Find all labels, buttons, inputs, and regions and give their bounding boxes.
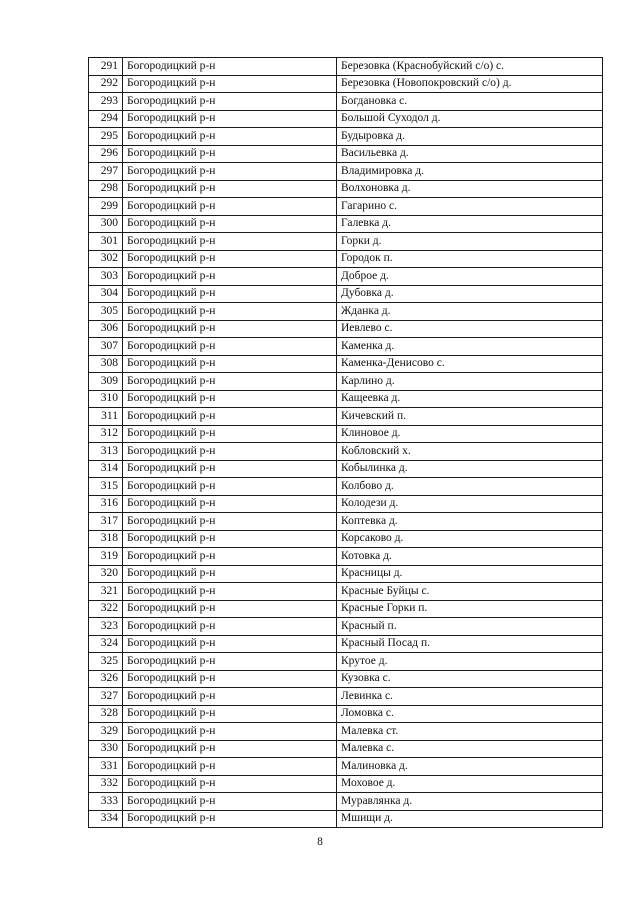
row-number-cell: 324 [89,635,123,653]
row-number-cell: 294 [89,110,123,128]
row-number-cell: 296 [89,145,123,163]
row-number-cell: 329 [89,723,123,741]
row-number-cell: 315 [89,478,123,496]
row-number-cell: 298 [89,180,123,198]
district-cell: Богородицкий р-н [123,303,337,321]
table-row [89,635,603,653]
settlement-cell: Карлино д. [337,373,603,391]
settlement-cell: Кобловский х. [337,443,603,461]
table-row [89,670,603,688]
settlement-cell: Клиновое д. [337,425,603,443]
district-cell: Богородицкий р-н [123,145,337,163]
row-number-cell: 302 [89,250,123,268]
district-cell: Богородицкий р-н [123,355,337,373]
table-row [89,758,603,776]
district-cell: Богородицкий р-н [123,285,337,303]
district-cell: Богородицкий р-н [123,548,337,566]
row-number-cell: 305 [89,303,123,321]
settlement-cell: Ломовка с. [337,705,603,723]
table-row [89,373,603,391]
row-number-cell: 332 [89,775,123,793]
settlements-table [88,57,603,828]
row-number-cell: 322 [89,600,123,618]
row-number-cell: 308 [89,355,123,373]
settlement-cell: Доброе д. [337,268,603,286]
row-number-cell: 313 [89,443,123,461]
table-row [89,58,603,76]
row-number-cell: 321 [89,583,123,601]
row-number-cell: 327 [89,688,123,706]
table-row [89,408,603,426]
district-cell: Богородицкий р-н [123,128,337,146]
district-cell: Богородицкий р-н [123,495,337,513]
row-number-cell: 310 [89,390,123,408]
row-number-cell: 312 [89,425,123,443]
table-row [89,285,603,303]
table-row [89,600,603,618]
row-number-cell: 323 [89,618,123,636]
table-row [89,653,603,671]
settlement-cell: Котовка д. [337,548,603,566]
table-body [89,58,603,828]
district-cell: Богородицкий р-н [123,723,337,741]
district-cell: Богородицкий р-н [123,600,337,618]
table-row [89,460,603,478]
table-row [89,180,603,198]
row-number-cell: 297 [89,163,123,181]
district-cell: Богородицкий р-н [123,565,337,583]
table-row [89,425,603,443]
settlement-cell: Каменка-Денисово с. [337,355,603,373]
district-cell: Богородицкий р-н [123,688,337,706]
row-number-cell: 330 [89,740,123,758]
settlement-cell: Иевлево с. [337,320,603,338]
district-cell: Богородицкий р-н [123,250,337,268]
table-row [89,93,603,111]
district-cell: Богородицкий р-н [123,93,337,111]
row-number-cell: 293 [89,93,123,111]
row-number-cell: 317 [89,513,123,531]
district-cell: Богородицкий р-н [123,705,337,723]
settlement-cell: Кузовка с. [337,670,603,688]
table-row [89,775,603,793]
settlement-cell: Мшищи д. [337,810,603,828]
district-cell: Богородицкий р-н [123,443,337,461]
table-row [89,233,603,251]
table-row [89,145,603,163]
row-number-cell: 333 [89,793,123,811]
settlement-cell: Владимировка д. [337,163,603,181]
table-row [89,495,603,513]
district-cell: Богородицкий р-н [123,478,337,496]
table-row [89,163,603,181]
table-row [89,530,603,548]
row-number-cell: 316 [89,495,123,513]
district-cell: Богородицкий р-н [123,58,337,76]
table-row [89,128,603,146]
district-cell: Богородицкий р-н [123,373,337,391]
settlement-cell: Красные Горки п. [337,600,603,618]
table-row [89,215,603,233]
district-cell: Богородицкий р-н [123,338,337,356]
table-row [89,250,603,268]
district-cell: Богородицкий р-н [123,758,337,776]
settlement-cell: Колодези д. [337,495,603,513]
row-number-cell: 300 [89,215,123,233]
district-cell: Богородицкий р-н [123,670,337,688]
table-row [89,110,603,128]
settlement-cell: Корсаково д. [337,530,603,548]
district-cell: Богородицкий р-н [123,793,337,811]
row-number-cell: 304 [89,285,123,303]
table-row [89,793,603,811]
settlement-cell: Красные Буйцы с. [337,583,603,601]
settlement-cell: Красницы д. [337,565,603,583]
table-row [89,740,603,758]
settlement-cell: Березовка (Краснобуйский с/о) с. [337,58,603,76]
table-row [89,268,603,286]
table-row [89,548,603,566]
table-row [89,705,603,723]
settlement-cell: Красный п. [337,618,603,636]
table-row [89,443,603,461]
settlement-cell: Кичевский п. [337,408,603,426]
row-number-cell: 334 [89,810,123,828]
district-cell: Богородицкий р-н [123,408,337,426]
district-cell: Богородицкий р-н [123,320,337,338]
district-cell: Богородицкий р-н [123,180,337,198]
district-cell: Богородицкий р-н [123,268,337,286]
district-cell: Богородицкий р-н [123,583,337,601]
table-row [89,723,603,741]
district-cell: Богородицкий р-н [123,163,337,181]
row-number-cell: 319 [89,548,123,566]
settlement-cell: Березовка (Новопокровский с/о) д. [337,75,603,93]
settlement-cell: Дубовка д. [337,285,603,303]
table-row [89,688,603,706]
settlement-cell: Малевка ст. [337,723,603,741]
settlement-cell: Малиновка д. [337,758,603,776]
settlement-cell: Городок п. [337,250,603,268]
settlement-cell: Крутое д. [337,653,603,671]
table-row [89,338,603,356]
district-cell: Богородицкий р-н [123,110,337,128]
district-cell: Богородицкий р-н [123,618,337,636]
settlement-cell: Колбово д. [337,478,603,496]
settlement-cell: Малевка с. [337,740,603,758]
settlement-cell: Каменка д. [337,338,603,356]
district-cell: Богородицкий р-н [123,75,337,93]
settlement-cell: Будыровка д. [337,128,603,146]
table-row [89,810,603,828]
table-row [89,303,603,321]
row-number-cell: 301 [89,233,123,251]
row-number-cell: 320 [89,565,123,583]
settlement-cell: Кобылинка д. [337,460,603,478]
table-row [89,513,603,531]
district-cell: Богородицкий р-н [123,198,337,216]
district-cell: Богородицкий р-н [123,425,337,443]
district-cell: Богородицкий р-н [123,653,337,671]
row-number-cell: 303 [89,268,123,286]
settlement-cell: Моховое д. [337,775,603,793]
page-number: 8 [317,836,323,848]
table-row [89,198,603,216]
settlement-cell: Коптевка д. [337,513,603,531]
row-number-cell: 318 [89,530,123,548]
district-cell: Богородицкий р-н [123,635,337,653]
table-row [89,390,603,408]
row-number-cell: 291 [89,58,123,76]
district-cell: Богородицкий р-н [123,740,337,758]
row-number-cell: 314 [89,460,123,478]
district-cell: Богородицкий р-н [123,775,337,793]
table-row [89,583,603,601]
settlement-cell: Гагарино с. [337,198,603,216]
district-cell: Богородицкий р-н [123,390,337,408]
table-row [89,320,603,338]
table-row [89,618,603,636]
settlement-cell: Муравлянка д. [337,793,603,811]
settlement-cell: Левинка с. [337,688,603,706]
district-cell: Богородицкий р-н [123,513,337,531]
table-row [89,75,603,93]
settlement-cell: Жданка д. [337,303,603,321]
row-number-cell: 326 [89,670,123,688]
table-row [89,355,603,373]
settlement-cell: Большой Суходол д. [337,110,603,128]
row-number-cell: 331 [89,758,123,776]
row-number-cell: 299 [89,198,123,216]
settlement-cell: Васильевка д. [337,145,603,163]
settlement-cell: Красный Посад п. [337,635,603,653]
row-number-cell: 309 [89,373,123,391]
settlement-cell: Кащеевка д. [337,390,603,408]
settlement-cell: Волхоновка д. [337,180,603,198]
row-number-cell: 307 [89,338,123,356]
district-cell: Богородицкий р-н [123,460,337,478]
table-row [89,478,603,496]
district-cell: Богородицкий р-н [123,233,337,251]
settlement-cell: Богдановка с. [337,93,603,111]
district-cell: Богородицкий р-н [123,530,337,548]
row-number-cell: 328 [89,705,123,723]
settlement-cell: Горки д. [337,233,603,251]
row-number-cell: 295 [89,128,123,146]
district-cell: Богородицкий р-н [123,810,337,828]
table-row [89,565,603,583]
row-number-cell: 311 [89,408,123,426]
district-cell: Богородицкий р-н [123,215,337,233]
settlement-cell: Галевка д. [337,215,603,233]
row-number-cell: 325 [89,653,123,671]
row-number-cell: 292 [89,75,123,93]
row-number-cell: 306 [89,320,123,338]
